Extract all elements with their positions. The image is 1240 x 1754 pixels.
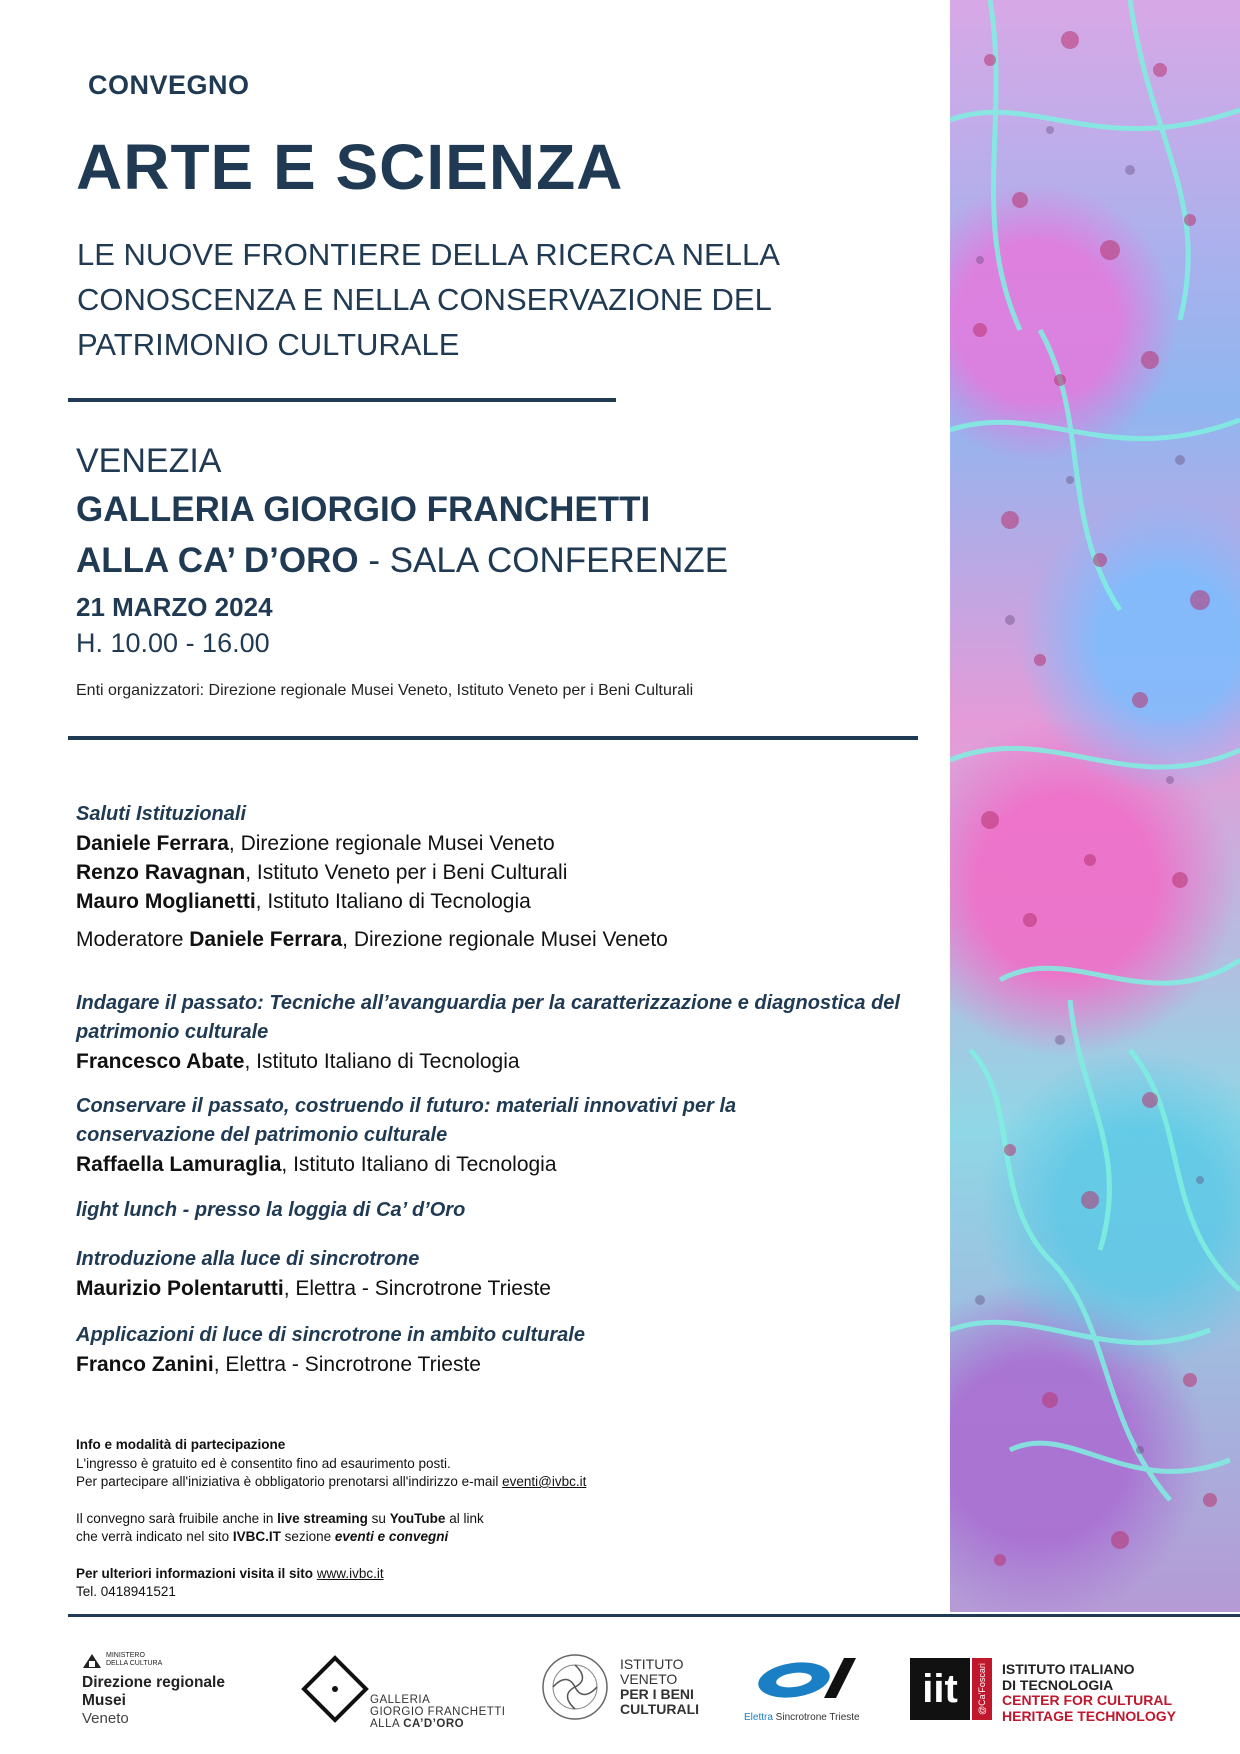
speaker-row bbox=[76, 829, 936, 858]
direzione-region: Veneto bbox=[82, 1710, 129, 1727]
ministry-emblem-icon bbox=[82, 1652, 102, 1670]
info-heading: Info e modalità di partecipazione bbox=[76, 1437, 286, 1452]
speaker-affiliation: , Istituto Veneto per i Beni Culturali bbox=[245, 861, 568, 884]
speaker-name: Daniele Ferrara bbox=[76, 832, 229, 855]
middle-divider bbox=[68, 736, 918, 740]
saluti-title: Saluti Istituzionali bbox=[76, 803, 247, 825]
galleria-text bbox=[370, 1694, 506, 1730]
stream-text-e: al link bbox=[445, 1510, 484, 1526]
more-info-text bbox=[76, 1565, 896, 1584]
logo-ivbc bbox=[540, 1652, 700, 1724]
speaker-row bbox=[76, 1047, 936, 1076]
venue-city: VENEZIA bbox=[76, 442, 222, 480]
stream2-text-c: sezione bbox=[280, 1529, 335, 1544]
speaker-affiliation: , Elettra - Sincrotrone Trieste bbox=[283, 1277, 551, 1300]
speaker-row bbox=[76, 887, 936, 916]
galleria-line1: GALLERIA bbox=[370, 1694, 431, 1706]
streaming-text bbox=[76, 1510, 896, 1529]
stream-text-b: live streaming bbox=[277, 1510, 368, 1526]
telephone: Tel. 0418941521 bbox=[76, 1584, 176, 1599]
elettra-text bbox=[744, 1712, 860, 1723]
session-title: Indagare il passato: Tecniche all’avanguardia per la caratterizzazione e diagnostica del patrimonio culturale bbox=[76, 992, 900, 1043]
speaker-name: Franco Zanini bbox=[76, 1353, 214, 1376]
speaker-row bbox=[76, 1150, 936, 1179]
ivbc-line4: CULTURALI bbox=[620, 1701, 700, 1717]
logo-galleria-franchetti bbox=[300, 1654, 510, 1730]
ministry-small-text: MINISTERO DELLA CULTURA bbox=[106, 1652, 163, 1667]
iit-mark: iit bbox=[910, 1658, 970, 1720]
speaker-name: Maurizio Polentarutti bbox=[76, 1277, 284, 1300]
event-time: H. 10.00 - 16.00 bbox=[76, 628, 270, 658]
session-block bbox=[76, 989, 936, 1076]
venue-name-cont: ALLA CA’ D’ORO bbox=[76, 541, 359, 580]
moderator-row bbox=[76, 925, 936, 954]
venue-room-label: - SALA CONFERENZE bbox=[358, 541, 729, 580]
info-section bbox=[76, 1436, 896, 1602]
speaker-affiliation: , Direzione regionale Musei Veneto bbox=[228, 832, 555, 855]
organizers-text: Enti organizzatori: Direzione regionale Musei Veneto, Istituto Veneto per i Beni Culturali bbox=[76, 682, 694, 699]
iit-cafoscari-band: @Ca'Foscari bbox=[972, 1658, 992, 1720]
event-title: ARTE E SCIENZA bbox=[76, 131, 624, 203]
session-block bbox=[76, 1321, 936, 1379]
ivbc-line1: ISTITUTO bbox=[620, 1656, 684, 1672]
cell-pattern-graphic bbox=[950, 0, 1240, 1612]
speaker-affiliation: , Istituto Italiano di Tecnologia bbox=[281, 1153, 557, 1176]
ivbc-line2: VENETO bbox=[620, 1671, 678, 1687]
speaker-name: Renzo Ravagnan bbox=[76, 861, 246, 884]
session-block bbox=[76, 1092, 936, 1179]
lunch-break: light lunch - presso la loggia di Ca’ d’Oro bbox=[76, 1199, 466, 1221]
moderator-prefix: Moderatore bbox=[76, 928, 190, 951]
stream2-text-b: IVBC.IT bbox=[232, 1529, 281, 1544]
venue-name: GALLERIA GIORGIO FRANCHETTI bbox=[76, 490, 651, 529]
elettra-rest: Sincrotrone Trieste bbox=[772, 1712, 860, 1723]
speaker-affiliation: , Elettra - Sincrotrone Trieste bbox=[213, 1353, 481, 1376]
ivbc-line3: PER I BENI bbox=[620, 1686, 694, 1702]
decorative-artwork bbox=[950, 0, 1240, 1612]
moderator-name: Daniele Ferrara bbox=[189, 928, 343, 951]
speaker-affiliation: , Istituto Italiano di Tecnologia bbox=[255, 890, 531, 913]
iit-line1: ISTITUTO ITALIANO bbox=[1002, 1661, 1135, 1677]
elettra-logo-icon bbox=[752, 1656, 862, 1702]
program-section bbox=[76, 800, 936, 1379]
speaker-row bbox=[76, 858, 936, 887]
galleria-line2: GIORGIO FRANCHETTI bbox=[370, 1706, 506, 1718]
galleria-diamond-icon bbox=[300, 1654, 370, 1724]
speaker-name: Francesco Abate bbox=[76, 1050, 245, 1073]
direzione-name: Direzione regionale Musei bbox=[82, 1674, 225, 1709]
event-subtitle: LE NUOVE FRONTIERE DELLA RICERCA NELLA CONOSCENZA E NELLA CONSERVAZIONE DEL PATRIMONIO CULTURALE bbox=[77, 237, 779, 362]
iit-line3: CENTER FOR CULTURAL bbox=[1002, 1692, 1173, 1708]
iit-text bbox=[1002, 1662, 1176, 1724]
ivbc-text bbox=[620, 1657, 699, 1717]
logo-direzione-musei bbox=[82, 1652, 272, 1727]
speaker-row bbox=[76, 1350, 936, 1379]
iit-line2: DI TECNOLOGIA bbox=[1002, 1676, 1114, 1693]
session-title: Introduzione alla luce di sincrotrone bbox=[76, 1248, 420, 1270]
stream-text-d: YouTube bbox=[389, 1510, 446, 1526]
email-link[interactable]: eventi@ivbc.it bbox=[502, 1474, 587, 1489]
ivbc-circle-icon bbox=[540, 1652, 610, 1722]
event-date: 21 MARZO 2024 bbox=[76, 592, 273, 622]
session-title: Applicazioni di luce di sincrotrone in ambito culturale bbox=[76, 1324, 585, 1346]
more-info-prefix: Per ulteriori informazioni visita il sito bbox=[76, 1565, 317, 1581]
speaker-row bbox=[76, 1274, 936, 1303]
stream2-text-d: eventi e convegni bbox=[334, 1529, 449, 1544]
info-entry-text: L'ingresso è gratuito ed è consentito fino ad esaurimento posti. bbox=[76, 1455, 451, 1471]
stream2-text-a: che verrà indicato nel sito bbox=[76, 1529, 233, 1544]
booking-prefix: Per partecipare all'iniziativa è obbligatorio prenotarsi all'indirizzo e-mail bbox=[76, 1474, 503, 1489]
streaming-text-2 bbox=[76, 1528, 896, 1547]
session-block bbox=[76, 1245, 936, 1303]
galleria-line3a: ALLA bbox=[370, 1718, 404, 1730]
galleria-line3b: CA’D’ORO bbox=[403, 1718, 465, 1730]
speaker-affiliation: , Istituto Italiano di Tecnologia bbox=[244, 1050, 520, 1073]
speaker-name: Raffaella Lamuraglia bbox=[76, 1153, 282, 1176]
iit-line4: HERITAGE TECHNOLOGY bbox=[1002, 1707, 1176, 1724]
moderator-affiliation: , Direzione regionale Musei Veneto bbox=[342, 928, 668, 951]
bottom-divider bbox=[68, 1614, 1240, 1617]
event-type-label: CONVEGNO bbox=[88, 70, 250, 100]
logo-elettra bbox=[744, 1656, 874, 1726]
website-link[interactable]: www.ivbc.it bbox=[316, 1565, 384, 1581]
info-booking-text bbox=[76, 1473, 896, 1492]
venue-room bbox=[76, 541, 728, 581]
top-divider bbox=[68, 398, 616, 402]
stream-text-c: su bbox=[367, 1510, 390, 1526]
stream-text-a: Il convegno sarà fruibile anche in bbox=[76, 1510, 278, 1526]
elettra-name: Elettra bbox=[744, 1712, 773, 1723]
logo-iit bbox=[910, 1658, 1190, 1728]
speaker-name: Mauro Moglianetti bbox=[76, 890, 256, 913]
session-title: Conservare il passato, costruendo il futuro: materiali innovativi per la conservazione del patrimonio culturale bbox=[76, 1095, 737, 1146]
